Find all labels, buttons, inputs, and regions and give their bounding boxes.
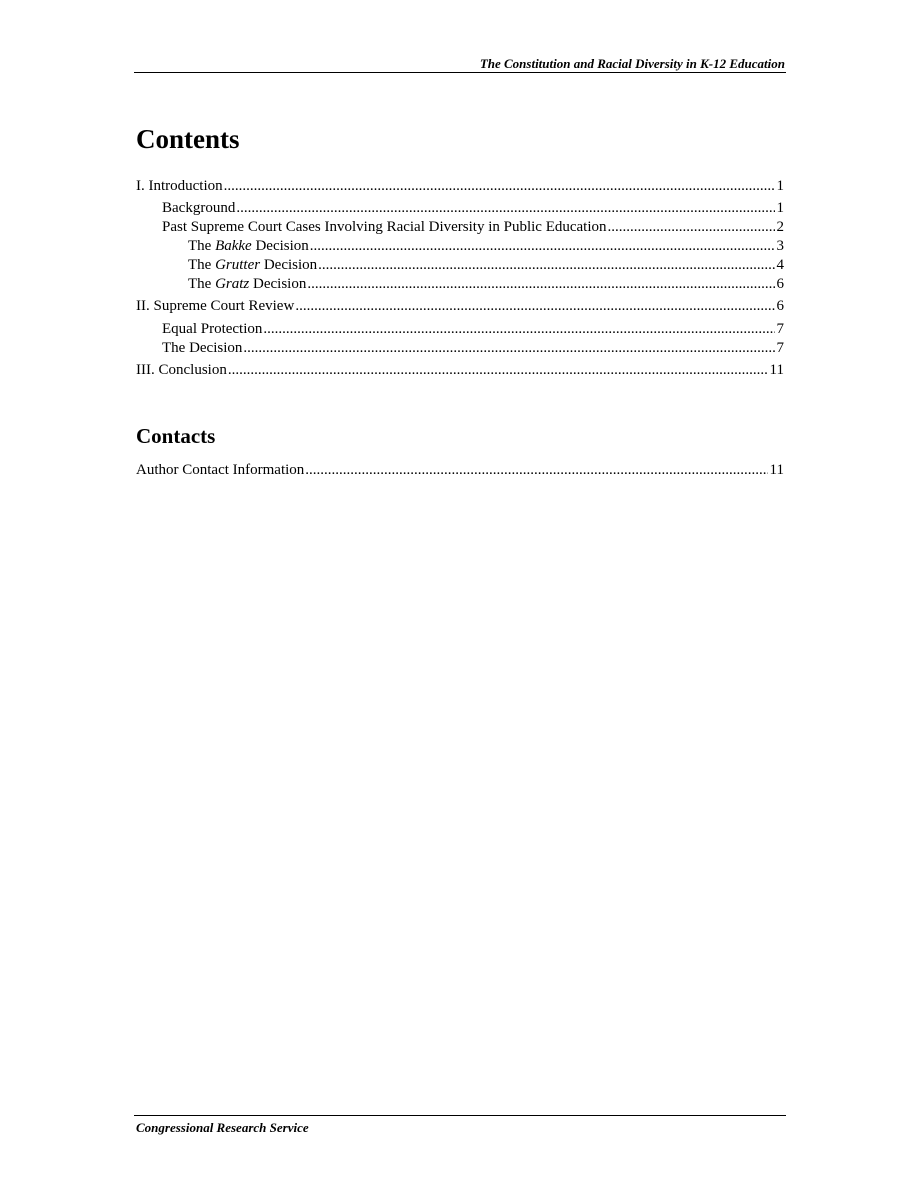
dot-leader (263, 320, 774, 338)
toc-entry-label: Background (162, 200, 236, 216)
toc-entry-label: The Bakke Decision (188, 238, 309, 254)
footer-divider (134, 1115, 786, 1116)
toc-page-number: 11 (769, 462, 784, 478)
dot-leader (318, 256, 774, 274)
toc-page-number: 2 (776, 219, 784, 235)
toc-entry-label: Author Contact Information (136, 462, 305, 478)
dot-leader (305, 461, 767, 479)
running-header-title: The Constitution and Racial Diversity in K-12 Education (479, 56, 785, 71)
toc-entry-label: Past Supreme Court Cases Involving Racial Diversity in Public Education (162, 219, 607, 235)
header-divider (134, 72, 786, 73)
contacts-heading: Contacts (136, 424, 216, 448)
toc-page-number: 1 (776, 178, 784, 194)
toc-page-number: 7 (776, 340, 784, 356)
toc-page-number: 7 (776, 321, 784, 337)
dot-leader (608, 218, 775, 236)
toc-entry-equal-protection[interactable] (162, 320, 784, 338)
toc-entry-introduction[interactable] (136, 177, 784, 195)
toc-entry-conclusion[interactable] (136, 361, 784, 379)
toc-entry-label: II. Supreme Court Review (136, 298, 295, 314)
dot-leader (310, 237, 775, 255)
toc-entry-label: The Grutter Decision (188, 257, 318, 273)
toc-entry-label: Equal Protection (162, 321, 263, 337)
toc-entry-label: The Gratz Decision (188, 276, 307, 292)
toc-entry-label: III. Conclusion (136, 362, 227, 378)
dot-leader (295, 297, 774, 315)
toc-page-number: 4 (776, 257, 784, 273)
toc-entry-bakke-decision[interactable] (188, 237, 784, 255)
dot-leader (236, 199, 774, 217)
contents-heading: Contents (136, 124, 240, 154)
toc-page-number: 1 (776, 200, 784, 216)
toc-entry-author-contact-information[interactable] (136, 461, 784, 479)
toc-page-number: 6 (776, 298, 784, 314)
toc-entry-label: The Decision (162, 340, 243, 356)
dot-leader (228, 361, 768, 379)
toc-entry-the-decision[interactable] (162, 339, 784, 357)
toc-entry-grutter-decision[interactable] (188, 256, 784, 274)
toc-entry-background[interactable] (162, 199, 784, 217)
toc-page-number: 3 (776, 238, 784, 254)
dot-leader (224, 177, 775, 195)
toc-entry-past-supreme-court-cases[interactable] (162, 218, 784, 236)
toc-entry-supreme-court-review[interactable] (136, 297, 784, 315)
footer-organization: Congressional Research Service (136, 1120, 309, 1135)
toc-entry-gratz-decision[interactable] (188, 275, 784, 293)
toc-entry-label: I. Introduction (136, 178, 223, 194)
toc-page-number: 6 (776, 276, 784, 292)
toc-page-number: 11 (769, 362, 784, 378)
dot-leader (243, 339, 774, 357)
dot-leader (307, 275, 774, 293)
